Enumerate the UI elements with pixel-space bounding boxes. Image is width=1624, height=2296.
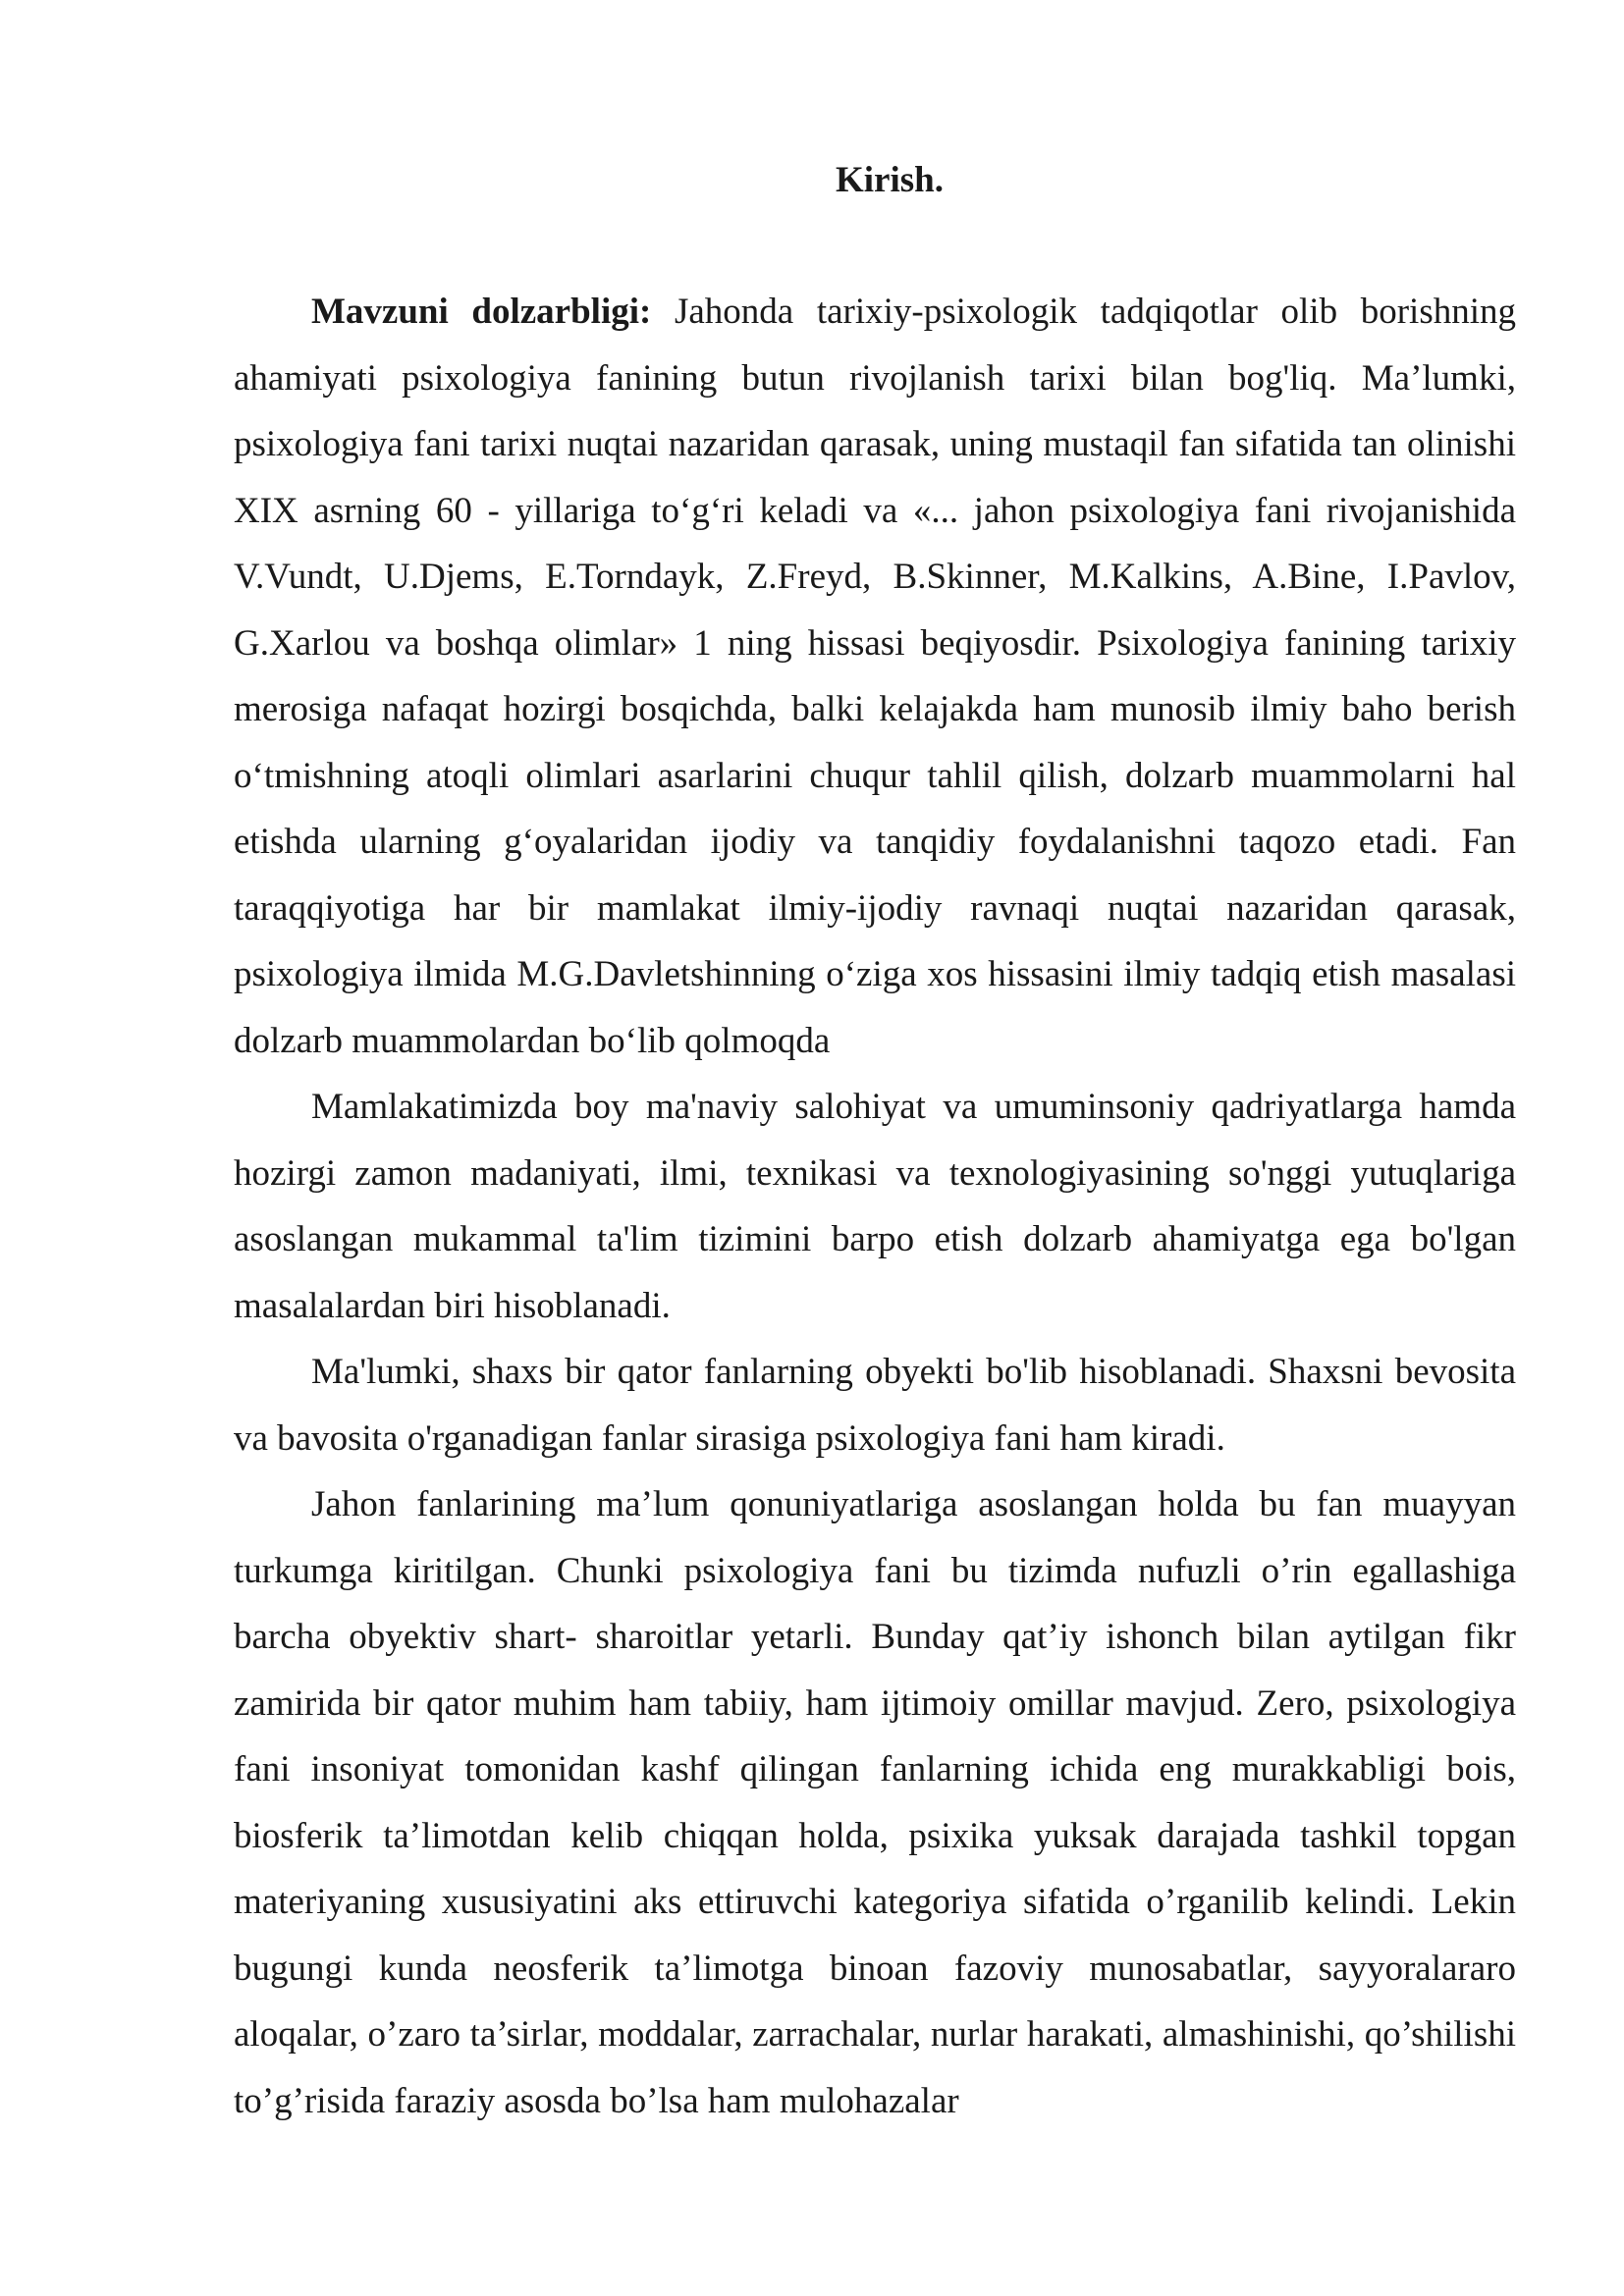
paragraph-education-system xyxy=(234,1074,1516,1339)
paragraph-relevance xyxy=(234,279,1516,1074)
paragraph-lead: Mavzuni dolzarbligi: xyxy=(311,292,652,332)
paragraph-text: Ma'lumki, shaxs bir qator fanlarning obyekti bo'lib hisoblanadi. Shaxsni bevosita va bavosita o'rganadigan fanlar sirasiga psixologiya fani ham kiradi. xyxy=(234,1352,1516,1459)
paragraph-personality xyxy=(234,1339,1516,1471)
paragraph-world-sciences xyxy=(234,1471,1516,2134)
page-title: Kirish. xyxy=(836,160,944,200)
paragraph-text: Jahonda tarixiy-psixologik tadqiqotlar olib borishning ahamiyati psixologiya fanining butun rivojlanish tarixi bilan bog'liq. Ma’lumki, psixologiya fani tarixi nuqtai nazaridan qarasak, uning mustaqil fan sifatida tan olinishi XIX asrning 60 - yillariga to‘g‘ri keladi va «... jahon psixologiya fani rivojanishida V.Vundt, U.Djems, E.Torndayk, Z.Freyd, B.Skinner, M.Kalkins, A.Bine, I.Pavlov, G.Xarlou va boshqa olimlar» 1 ning hissasi beqiyosdir. Psixologiya fanining tarixiy merosiga nafaqat hozirgi bosqichda, balki kelajakda ham munosib ilmiy baho berish o‘tmishning atoqli olimlari asarlarini chuqur tahlil qilish, dolzarb muammolarni hal etishda ularning g‘oyalaridan ijodiy va tanqidiy foydalanishni taqozo etadi. Fan taraqqiyotiga har bir mamlakat ilmiy-ijodiy ravnaqi nuqtai nazaridan qarasak, psixologiya ilmida M.G.Davletshinning o‘ziga xos hissasini ilmiy tadqiq etish masalasi dolzarb muammolardan bo‘lib qolmoqda xyxy=(234,292,1516,1061)
paragraph-text: Jahon fanlarining ma’lum qonuniyatlariga asoslangan holda bu fan muayyan turkumga kiritilgan. Chunki psixologiya fani bu tizimda nufuzli o’rin egallashiga barcha obyektiv shart- sharoitlar yetarli. Bunday qat’iy ishonch bilan aytilgan fikr zamirida bir qator muhim ham tabiiy, ham ijtimoiy omillar mavjud. Zero, psixologiya fani insoniyat tomonidan kashf qilingan fanlarning ichida eng murakkabligi bois, biosferik ta’limotdan kelib chiqqan holda, psixika yuksak darajada tashkil topgan materiyaning xususiyatini aks ettiruvchi kategoriya sifatida o’rganilib kelindi. Lekin bugungi kunda neosferik ta’limotga binoan fazoviy munosabatlar, sayyoralararo aloqalar, o’zaro ta’sirlar, moddalar, zarrachalar, nurlar harakati, almashinishi, qo’shilishi to’g’risida faraziy asosda bo’lsa ham mulohazalar xyxy=(234,1484,1516,2121)
paragraph-text: Mamlakatimizda boy ma'naviy salohiyat va umuminsoniy qadriyatlarga hamda hozirgi zamon madaniyati, ilmi, texnikasi va texnologiyasining so'nggi yutuqlariga asoslangan mukammal ta'lim tizimini barpo etish dolzarb ahamiyatga ega bo'lgan masalalardan biri hisoblanadi. xyxy=(234,1087,1516,1326)
document-body xyxy=(234,147,1516,2134)
